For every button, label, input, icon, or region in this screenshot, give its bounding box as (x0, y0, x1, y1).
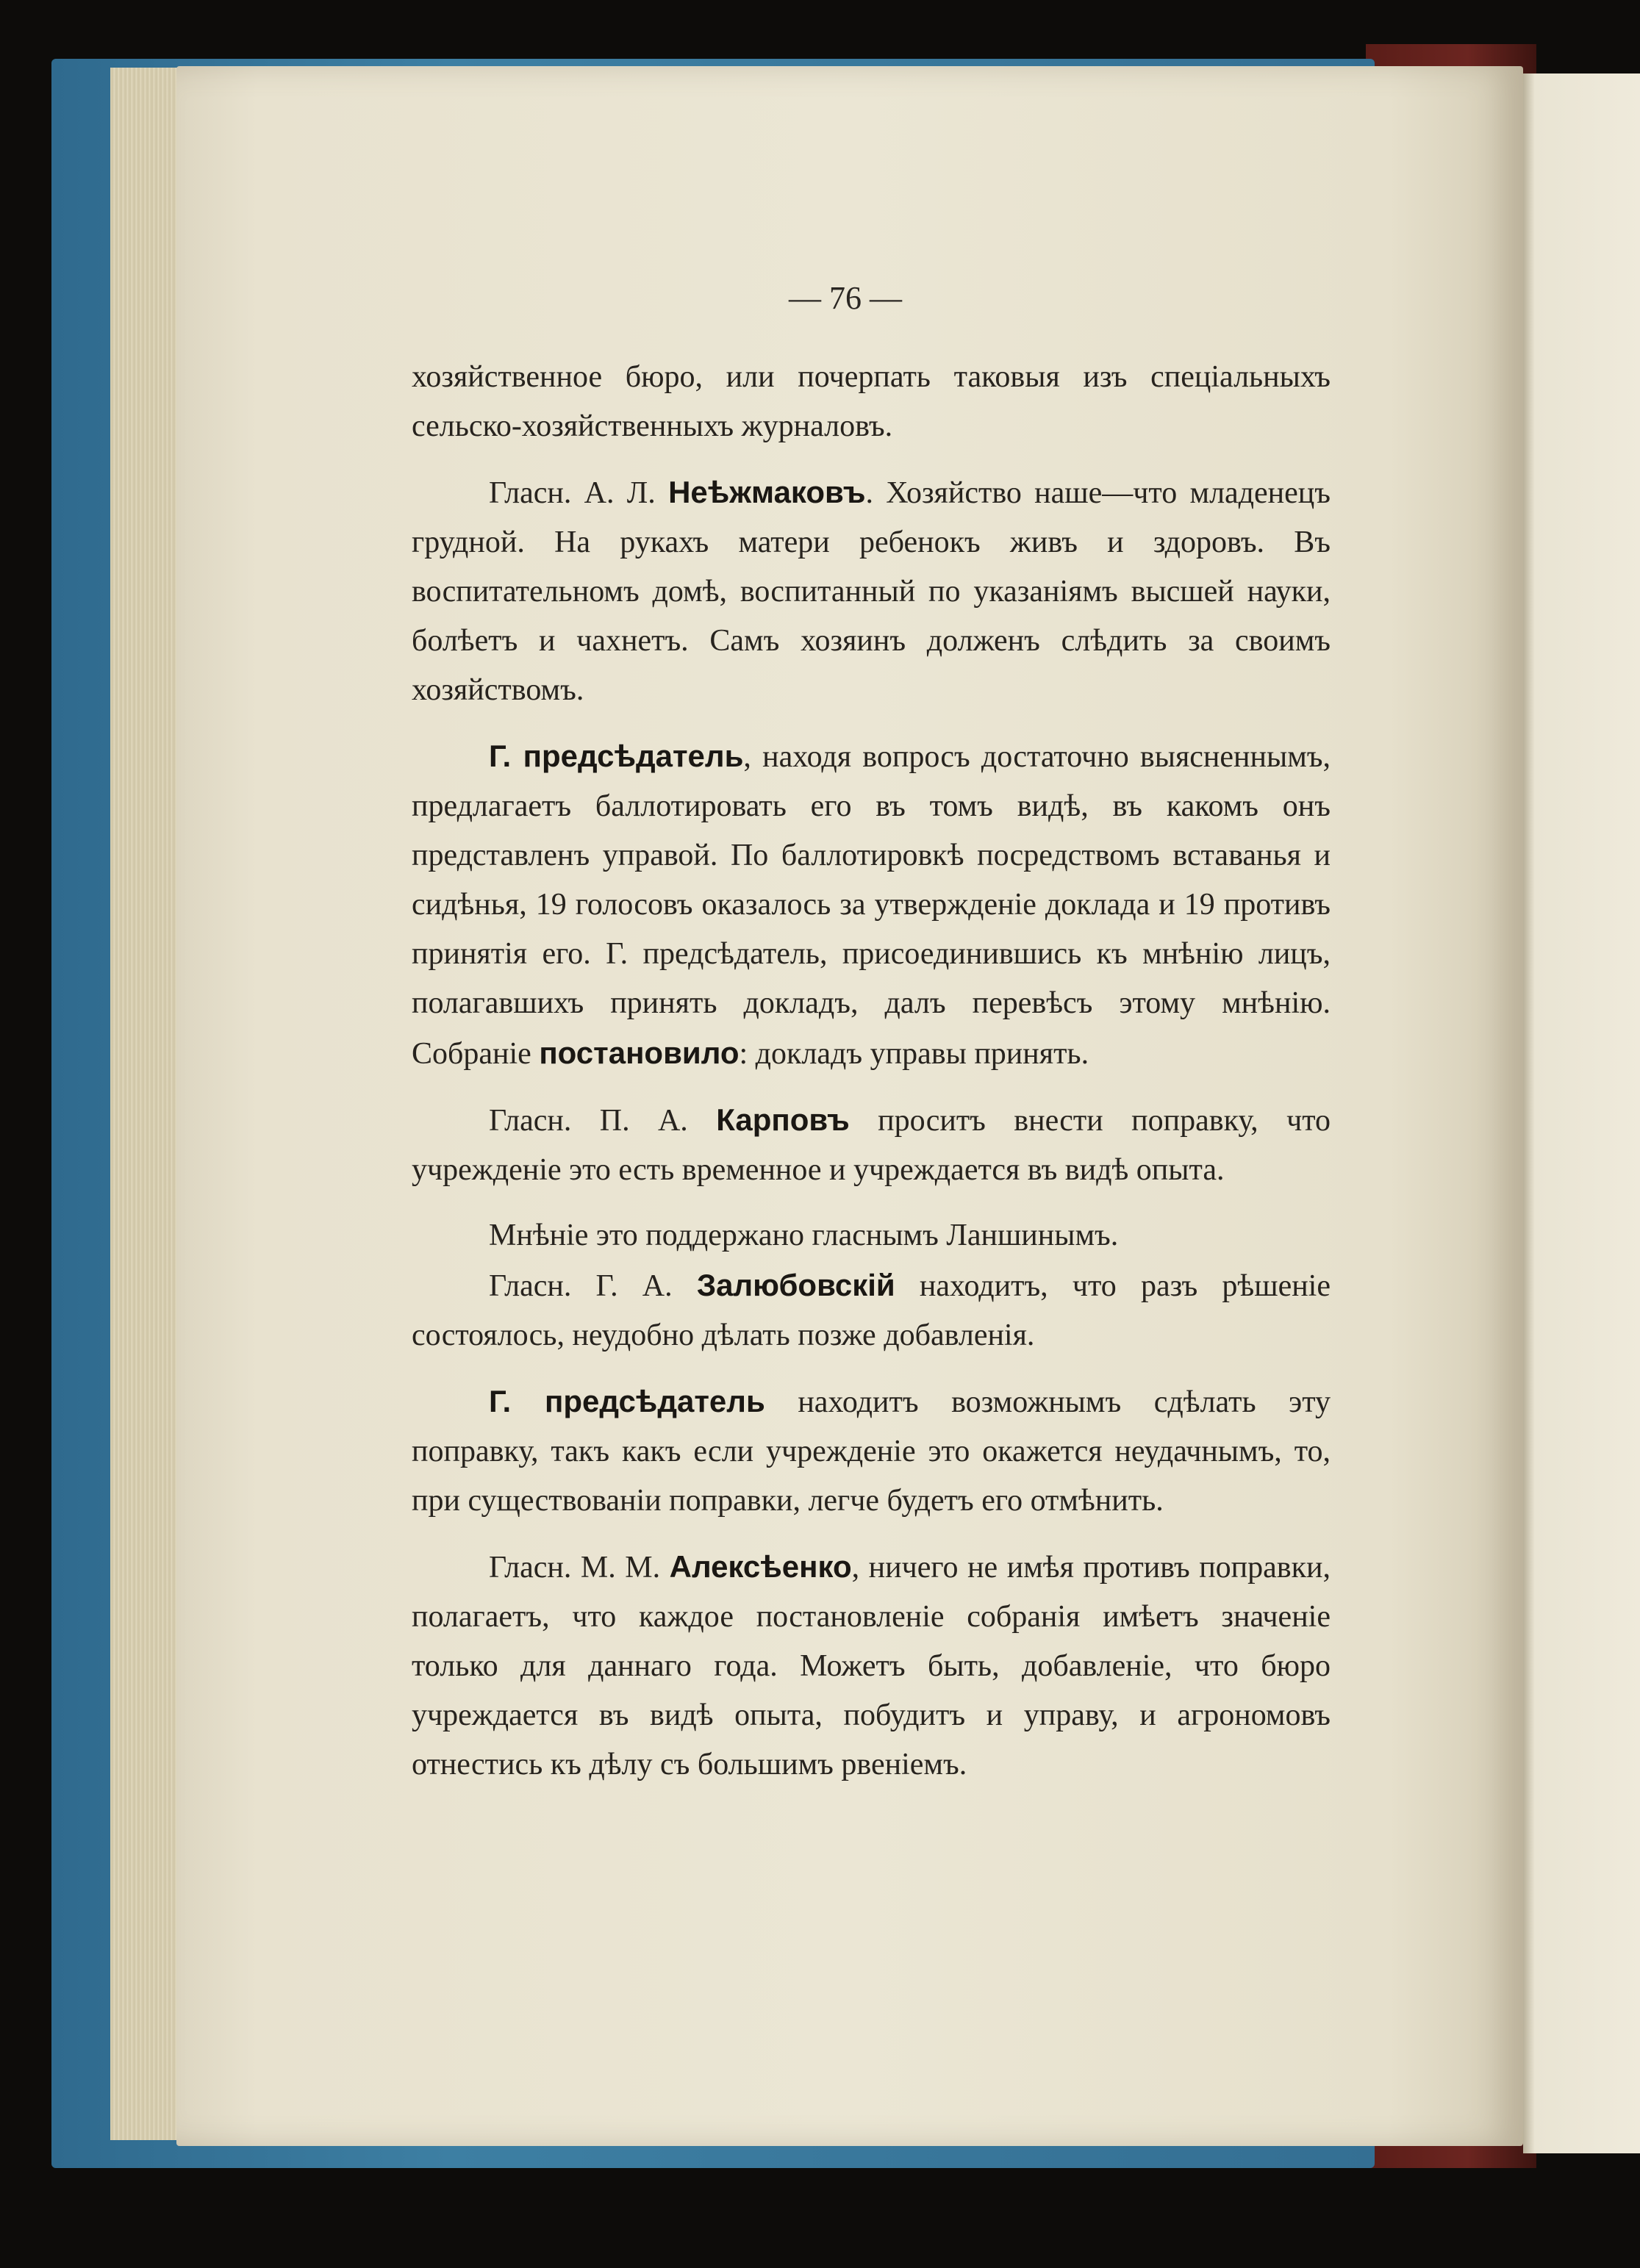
next-page-edge (1523, 73, 1640, 2153)
speaker-prefix: Гласн. П. А. (489, 1104, 717, 1138)
paragraph-8 (412, 1542, 1331, 1790)
page-number: — 76 — (789, 280, 902, 316)
paragraph-text: хозяйственное бюро, или почерпать таковыя изъ спеціальныхъ сельско-хозяйственныхъ журналовъ. (412, 360, 1331, 443)
paragraph-1 (412, 353, 1331, 451)
speaker-name: Неѣжмаковъ (668, 475, 866, 509)
page-body (412, 353, 1331, 1806)
paragraph-text: , ничего не имѣя противъ поправки, полагаетъ, что каждое постановленіе собранія имѣетъ значеніе только для даннаго года. Можетъ быть, добавленіе, что бюро учреждается въ видѣ опыта, побудитъ и управу, и агрономовъ отнестись къ дѣлу съ большимъ рвеніемъ. (412, 1551, 1331, 1781)
paragraph-6 (412, 1260, 1331, 1360)
speaker-prefix: Гласн. А. Л. (489, 476, 669, 510)
speaker-name: Алексѣенко (669, 1549, 852, 1584)
speaker-name: Г. предсѣдатель (489, 739, 744, 773)
paragraph-text: находитъ возможнымъ сдѣлать эту поправку, такъ какъ если учрежденіе это окажется неудачнымъ, то, при существованіи поправки, легче будетъ его отмѣнить. (412, 1385, 1331, 1518)
speaker-prefix: Гласн. Г. А. (489, 1269, 697, 1303)
paragraph-4 (412, 1095, 1331, 1195)
resolution-keyword: постановило (539, 1036, 740, 1070)
paragraph-text-end: : докладъ управы принять. (739, 1037, 1089, 1071)
paragraph-text: проситъ внести поправку, что учрежденіе это есть временное и учреждается въ видѣ опыта. (412, 1104, 1331, 1187)
paragraph-text: Мнѣніе это поддержано гласнымъ Ланшинымъ. (489, 1219, 1119, 1252)
speaker-prefix: Гласн. М. М. (489, 1551, 670, 1585)
paragraph-3 (412, 731, 1331, 1079)
paragraph-text: . Хозяйство наше—что младенецъ грудной. На рукахъ матери ребенокъ живъ и здоровъ. Въ воспитательномъ домѣ, воспитанный по указаніямъ высшей науки, болѣетъ и чахнетъ. Самъ хозяинъ долженъ слѣдить за своимъ хозяйствомъ. (412, 476, 1331, 707)
paragraph-text: , находя вопросъ достаточно выясненнымъ, предлагаетъ баллотировать его въ томъ видѣ, въ какомъ онъ представленъ управой. По баллотировкѣ посредствомъ вставанья и сидѣнья, 19 голосовъ оказалось за утвержденіе доклада и 19 противъ принятія его. Г. предсѣдатель, присоединившись къ мнѣнію лицъ, полагавшихъ принять докладъ, далъ перевѣсъ этому мнѣнію. Собраніе (412, 740, 1331, 1071)
paragraph-5 (412, 1211, 1331, 1260)
paragraph-7 (412, 1377, 1331, 1526)
speaker-name: Залюбовскій (696, 1268, 895, 1302)
paragraph-text: находитъ, что разъ рѣшеніе состоялось, неудобно дѣлать позже добавленія. (412, 1269, 1331, 1352)
paragraph-2 (412, 467, 1331, 715)
speaker-name: Карповъ (716, 1102, 850, 1137)
speaker-name: Г. предсѣдатель (489, 1384, 765, 1418)
